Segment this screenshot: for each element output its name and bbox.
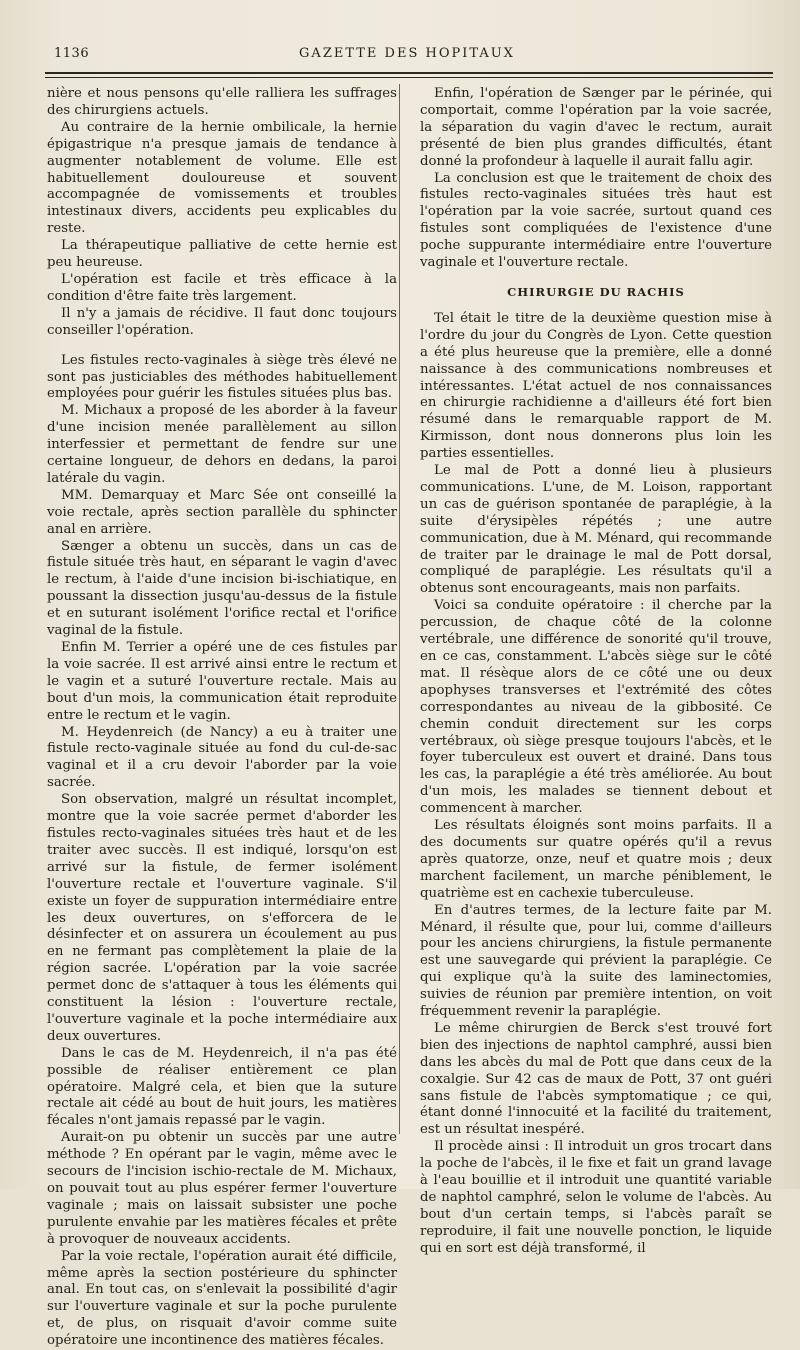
paragraph: Enfin M. Terrier a opéré une de ces fistules par la voie sacrée. Il est arrivé ainsi entre le rectum et le vagin et a suturé l'ouverture rectale. Mais au bout d'un mois, la communication était reproduite entre le rectum et le vagin. bbox=[47, 640, 397, 723]
column-divider bbox=[399, 84, 400, 1134]
paragraph: Tel était le titre de la deuxième question mise à l'ordre du jour du Congrès de Lyon. Cette question a été plus heureuse que la première, elle a donné naissance à des communications nombreuses et intéressantes. L'état actuel de nos connaissances en chirurgie rachidienne a d'ailleurs été fort bien résumé dans le remarquable rapport de M. Kirmisson, dont nous donnerons plus loin les parties essentielles. bbox=[420, 310, 772, 462]
paragraph: Les fistules recto-vaginales à siège très élevé ne sont pas justiciables des méthodes habituellement employées pour guérir les fistules situées plus bas. bbox=[47, 352, 397, 402]
paragraph: Par la voie rectale, l'opération aurait été difficile, même après la section postérieure du sphincter anal. En tout cas, on s'enlevait la possibilité d'agir sur l'ouverture vaginale et sur la poche purulente et, de plus, on risquait d'avoir comme suite opératoire une incontinence des matières fécales. bbox=[47, 1248, 397, 1349]
paragraph: M. Heydenreich (de Nancy) a eu à traiter une fistule recto-vaginale située au fond du cul-de-sac vaginal et il a cru devoir l'aborder par la voie sacrée. bbox=[47, 724, 397, 791]
paragraph: Au contraire de la hernie ombilicale, la hernie épigastrique n'a presque jamais de tendance à augmenter notablement de volume. Elle est habituellement douloureuse et souvent accompagnée de vomissements et troubles intestinaux divers, accidents peu explicables du reste. bbox=[47, 119, 397, 237]
paragraph: Enfin, l'opération de Sænger par le périnée, qui comportait, comme l'opération par la voie sacrée, la séparation du vagin d'avec le rectum, aurait présenté de bien plus grandes difficultés, étant donné la profondeur à laquelle il aurait fallu agir. bbox=[420, 86, 772, 169]
paragraph: Le mal de Pott a donné lieu à plusieurs communications. L'une, de M. Loison, rapportant un cas de guérison spontanée de paraplégie, à la suite d'érysipèles répétés ; une autre communication, due à M. Ménard, qui recommande de traiter par le drainage le mal de Pott dorsal, compliqué de paraplégie. Les résultats qu'il a obtenus sont encourageants, mais non parfaits. bbox=[420, 463, 772, 597]
paragraph: La thérapeutique palliative de cette hernie est peu heureuse. bbox=[47, 238, 397, 271]
paragraph: La conclusion est que le traitement de choix des fistules recto-vaginales situées très haut est l'opération par la voie sacrée, surtout quand ces fistules sont compliquées de l'existence d'une poche suppurante intermédiaire entre l'ouverture vaginale et l'ouverture rectale. bbox=[420, 170, 772, 271]
paragraph: nière et nous pensons qu'elle ralliera les suffrages des chirurgiens actuels. bbox=[47, 86, 397, 118]
paragraph: Le même chirurgien de Berck s'est trouvé fort bien des injections de naphtol camphré, aussi bien dans les abcès du mal de Pott que dans ceux de la coxalgie. Sur 42 cas de maux de Pott, 37 ont guéri sans fistule de l'abcès symptomatique ; ce qui, étant donné l'innocuité et la facilité du traitement, est un résultat inespéré. bbox=[420, 1020, 772, 1138]
header-rule-thin bbox=[45, 77, 773, 78]
paragraph: Il procède ainsi : Il introduit un gros trocart dans la poche de l'abcès, il le fixe et fait un grand lavage à l'eau bouillie et il introduit une quantité variable de naphtol camphré, selon le volume de l'abcès. Au bout d'un certain temps, si l'abcès paraît se reproduire, il fait une nouvelle ponction, le liquide qui en sort est déjà transformé, il bbox=[420, 1139, 772, 1256]
paragraph: Son observation, malgré un résultat incomplet, montre que la voie sacrée permet d'aborder les fistules recto-vaginales situées très haut et de les traiter avec succès. Il est indiqué, lorsqu'on est arrivé sur la fistule, de fermer isolément l'ouverture rectale et l'ouverture vaginale. S'il existe un foyer de suppuration intermédiaire entre les deux ouvertures, on s'efforcera de le désinfecter et on assurera un écoulement au pus en ne fermant pas complètement la plaie de la région sacrée. L'opération par la voie sacrée permet donc de s'attaquer à tous les éléments qui constituent la lésion : l'ouverture rectale, l'ouverture vaginale et la poche intermédiaire aux deux ouvertures. bbox=[47, 792, 397, 1044]
paragraph: Aurait-on pu obtenir un succès par une autre méthode ? En opérant par le vagin, même avec le secours de l'incision ischio-rectale de M. Michaux, on pouvait tout au plus espérer fermer l'ouverture vaginale ; mais on laissait subsister une poche purulente envahie par les matières fécales et prête à provoquer de nouveaux accidents. bbox=[47, 1130, 397, 1247]
paragraph: Les résultats éloignés sont moins parfaits. Il a des documents sur quatre opérés qu'il a revus après quatorze, onze, neuf et quatre mois ; deux marchent facilement, un marche péniblement, le quatrième est en cachexie tuberculeuse. bbox=[420, 818, 772, 901]
right-column bbox=[420, 86, 772, 1258]
paragraph: MM. Demarquay et Marc Sée ont conseillé la voie rectale, après section parallèle du sphincter anal en arrière. bbox=[47, 487, 397, 537]
paragraph: Il n'y a jamais de récidive. Il faut donc toujours conseiller l'opération. bbox=[47, 305, 397, 338]
left-column bbox=[47, 86, 397, 1350]
paragraph: Dans le cas de M. Heydenreich, il n'a pas été possible de réaliser entièrement ce plan opératoire. Malgré cela, et bien que la suture rectale ait cédé au bout de huit jours, les matières fécales n'ont jamais repassé par le vagin. bbox=[47, 1045, 397, 1129]
section-heading: CHIRURGIE DU RACHIS bbox=[507, 284, 685, 299]
paragraph: Voici sa conduite opératoire : il cherche par la percussion, de chaque côté de la colonne vertébrale, une différence de sonorité qu'il trouve, en ce cas, constamment. L'abcès siège sur le côté mat. Il résèque alors de ce côté une ou deux apophyses transverses et l'extrémité des côtes correspondantes au niveau de la gibbosité. Ce chemin conduit directement sur les corps vertébraux, où siège presque toujours l'abcès, et le foyer tuberculeux est ouvert et drainé. Dans tous les cas, la paraplégie a été très améliorée. Au bout d'un mois, les malades se tiennent debout et commencent à marcher. bbox=[420, 598, 772, 817]
section-gap bbox=[47, 340, 397, 353]
header-rule bbox=[45, 72, 773, 74]
page-header bbox=[42, 44, 772, 66]
paragraph: L'opération est facile et très efficace à la condition d'être faite très largement. bbox=[47, 271, 397, 304]
paragraph: En d'autres termes, de la lecture faite par M. Ménard, il résulte que, pour lui, comme d'ailleurs pour les anciens chirurgiens, la fistule permanente est une sauvegarde qui prévient la paraplégie. Ce qui explique qu'à la suite des laminectomies, suivies de réunion par première intention, on voit fréquemment revenir la paraplégie. bbox=[420, 902, 772, 1020]
paragraph: Sænger a obtenu un succès, dans un cas de fistule située très haut, en séparant le vagin d'avec le rectum, à l'aide d'une incision bi-ischiatique, en poussant la dissection jusqu'au-dessus de la fistule et en suturant isolément l'orifice rectal et l'orifice vaginal de la fistule. bbox=[47, 538, 397, 639]
running-title: GAZETTE DES HOPITAUX bbox=[299, 46, 515, 61]
page-number: 1136 bbox=[54, 46, 90, 61]
paragraph: M. Michaux a proposé de les aborder à la faveur d'une incision menée parallèlement au sillon interfessier et permettant de fendre sur une certaine longueur, de dehors en dedans, la paroi latérale du vagin. bbox=[47, 403, 397, 486]
